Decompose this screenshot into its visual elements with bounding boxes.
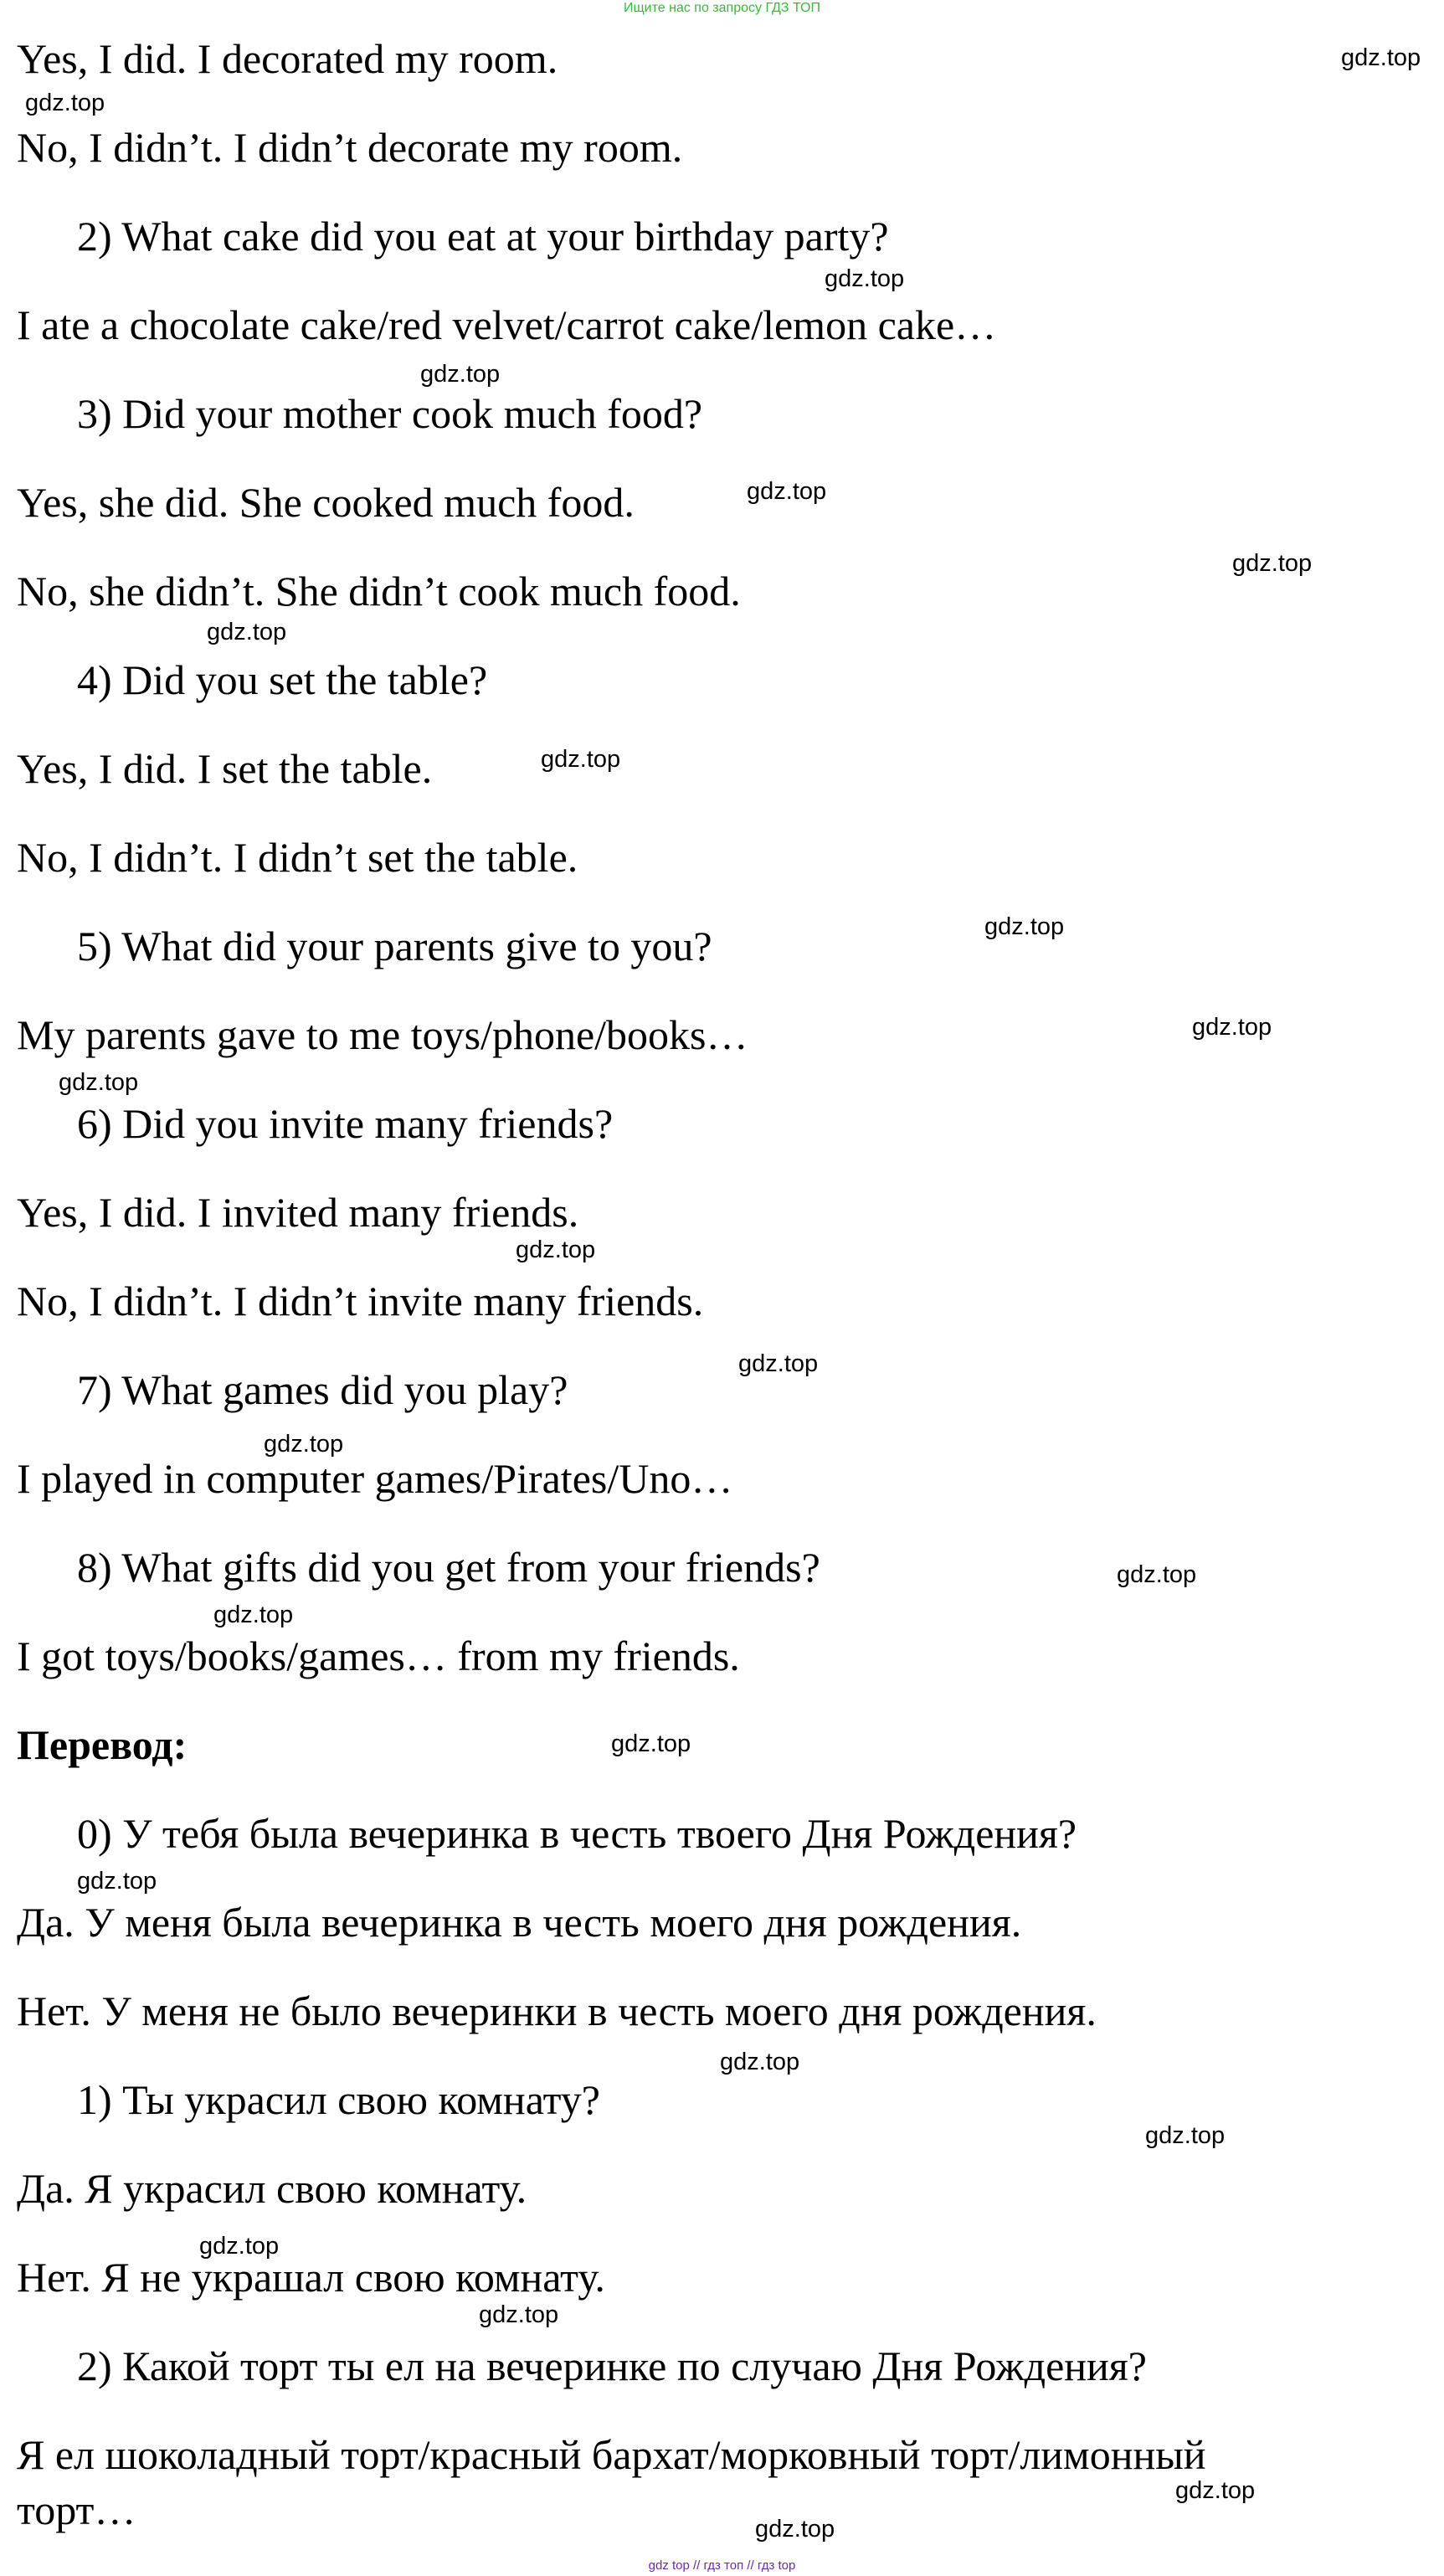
answer-line: I got toys/books/games… from my friends. xyxy=(17,1632,740,1679)
answer-line: No, she didn’t. She didn’t cook much food. xyxy=(17,568,741,614)
answer-line: торт… xyxy=(17,2486,136,2533)
answer-line: No, I didn’t. I didn’t set the table. xyxy=(17,834,578,881)
answer-line: Да. Я украсил свою комнату. xyxy=(17,2165,527,2212)
watermark: gdz.top xyxy=(984,913,1065,940)
bottom-banner[interactable]: gdz top // гдз топ // гдз top xyxy=(648,2558,796,2573)
watermark: gdz.top xyxy=(264,1431,344,1458)
watermark: gdz.top xyxy=(199,2233,280,2260)
question-line: 1) Ты украсил свою комнату? xyxy=(77,2076,600,2123)
watermark: gdz.top xyxy=(720,2049,800,2075)
question-line: 2) What cake did you eat at your birthday party? xyxy=(77,213,889,260)
watermark: gdz.top xyxy=(420,361,501,388)
watermark: gdz.top xyxy=(25,90,105,116)
question-line: 6) Did you invite many friends? xyxy=(77,1100,614,1147)
question-line: 0) У тебя была вечеринка в честь твоего Дня Рождения? xyxy=(77,1810,1077,1857)
answer-line: Нет. Я не украшал свою комнату. xyxy=(17,2254,605,2301)
answer-line: No, I didn’t. I didn’t decorate my room. xyxy=(17,124,683,171)
watermark: gdz.top xyxy=(77,1868,157,1895)
question-line: 2) Какой торт ты ел на вечеринке по случаю Дня Рождения? xyxy=(77,2342,1147,2389)
watermark: gdz.top xyxy=(541,746,621,773)
question-line: 3) Did your mother cook much food? xyxy=(77,390,703,437)
answer-line: My parents gave to me toys/phone/books… xyxy=(17,1011,748,1058)
watermark: gdz.top xyxy=(1145,2122,1226,2149)
answer-line: Yes, I did. I invited many friends. xyxy=(17,1189,579,1236)
watermark: gdz.top xyxy=(755,2516,835,2543)
question-line: 7) What games did you play? xyxy=(77,1366,568,1413)
answer-line: Yes, she did. She cooked much food. xyxy=(17,479,635,526)
watermark: gdz.top xyxy=(1175,2477,1256,2504)
watermark: gdz.top xyxy=(1232,550,1313,577)
answer-line: Yes, I did. I set the table. xyxy=(17,745,433,792)
watermark: gdz.top xyxy=(747,478,827,505)
watermark: gdz.top xyxy=(207,619,287,645)
section-heading: Перевод: xyxy=(17,1721,188,1768)
answer-line: Я ел шоколадный торт/красный бархат/морковный торт/лимонный xyxy=(17,2431,1206,2478)
watermark: gdz.top xyxy=(825,265,905,292)
answer-line: No, I didn’t. I didn’t invite many friends. xyxy=(17,1278,704,1324)
watermark: gdz.top xyxy=(738,1350,819,1377)
answer-line: Yes, I did. I decorated my room. xyxy=(17,35,558,82)
watermark: gdz.top xyxy=(1117,1561,1197,1588)
answer-line: Нет. У меня не было вечеринки в честь моего дня рождения. xyxy=(17,1987,1097,2034)
watermark: gdz.top xyxy=(59,1069,139,1096)
watermark: gdz.top xyxy=(611,1730,691,1757)
watermark: gdz.top xyxy=(479,2301,559,2328)
top-banner[interactable]: Ищите нас по запросу ГДЗ ТОП xyxy=(624,1,820,15)
watermark: gdz.top xyxy=(213,1602,294,1628)
watermark: gdz.top xyxy=(516,1237,596,1263)
watermark: gdz.top xyxy=(1341,44,1421,71)
question-line: 4) Did you set the table? xyxy=(77,656,488,703)
answer-line: I played in computer games/Pirates/Uno… xyxy=(17,1455,733,1502)
question-line: 8) What gifts did you get from your friends? xyxy=(77,1544,820,1591)
answer-line: I ate a chocolate cake/red velvet/carrot cake/lemon cake… xyxy=(17,301,997,348)
watermark: gdz.top xyxy=(1192,1014,1272,1041)
question-line: 5) What did your parents give to you? xyxy=(77,923,712,969)
answer-line: Да. У меня была вечеринка в честь моего дня рождения. xyxy=(17,1899,1022,1946)
